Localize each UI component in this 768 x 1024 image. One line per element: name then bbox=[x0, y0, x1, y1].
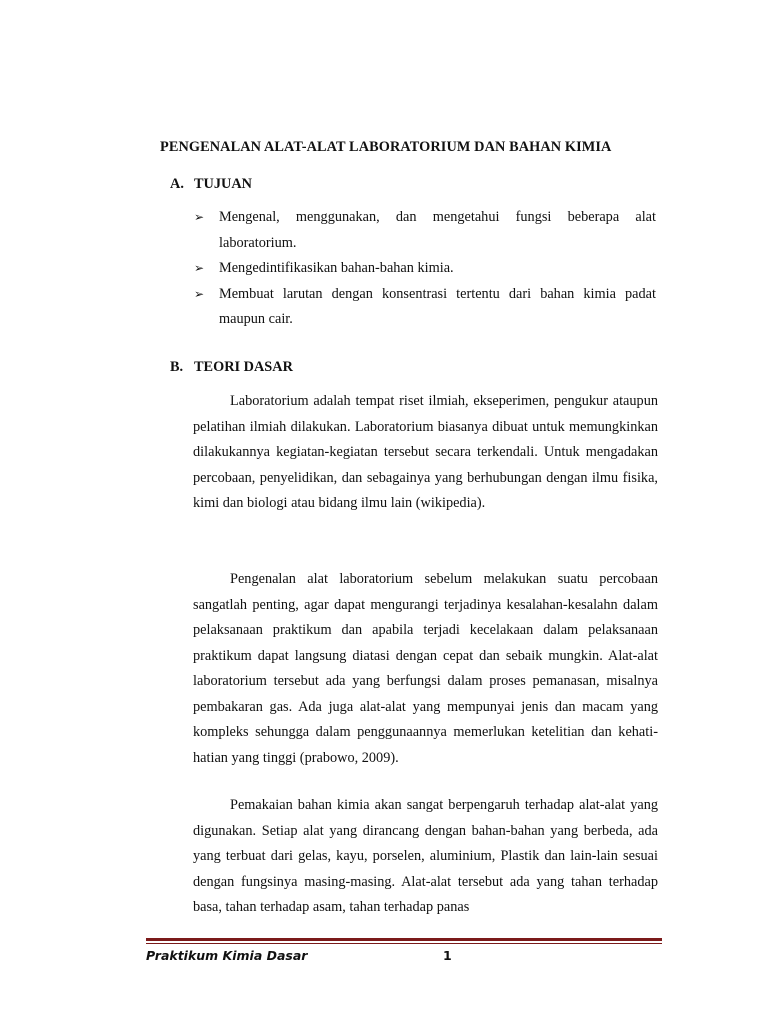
body-paragraph: Pemakaian bahan kimia akan sangat berpengaruh terhadap alat-alat yang digunakan. Setiap alat yang dirancang dengan bahan-bahan yang berbeda, ada yang terbuat dari gelas, kayu, porselen, aluminium, Plastik dan lain-lain sesuai dengan fungsinya masing-masing. Alat-alat tersebut ada yang tahan terhadap basa, tahan terhadap asam, tahan terhadap panas bbox=[193, 797, 658, 915]
page-number: 1 bbox=[443, 948, 452, 963]
list-item-text: Mengedintifikasikan bahan-bahan kimia. bbox=[219, 260, 454, 276]
section-letter: B. bbox=[170, 359, 184, 375]
footer-title: Praktikum Kimia Dasar bbox=[146, 948, 308, 963]
body-paragraph: Pengenalan alat laboratorium sebelum melakukan suatu percobaan sangatlah penting, agar dapat mengurangi terjadinya kesalahan-kesalahn dalam pelaksanaan praktikum dan apabila terjadi kecelakaan dalam pelaksanaan praktikum dapat langsung diatasi dengan cepat dan sebaik mungkin. Alat-alat laboratorium tersebut ada yang berfungsi dalam proses pemanasan, misalnya pembakaran gas. Ada juga alat-alat yang mempunyai jenis dan macam yang kompleks sehungga dalam penggunaannya memerlukan ketelitian dan kehati-hatian yang tinggi (prabowo, 2009). bbox=[193, 571, 658, 766]
document-title: PENGENALAN ALAT-ALAT LABORATORIUM DAN BAHAN KIMIA bbox=[160, 139, 612, 155]
body-paragraph: Laboratorium adalah tempat riset ilmiah, ekseperimen, pengukur ataupun pelatihan ilmiah dilakukan. Laboratorium biasanya dibuat untuk memungkinkan dilakukannya kegiatan-kegiatan tersebut secara terkendali. Untuk mengadakan percobaan, penyelidikan, dan sebagainya yang berhubungan dengan ilmu fisika, kimi dan biologi atau bidang ilmu lain (wikipedia). bbox=[193, 393, 658, 511]
section-heading-text: TUJUAN bbox=[194, 176, 252, 192]
section-heading-teori-dasar bbox=[170, 359, 293, 376]
arrowhead-bullet-icon: ➢ bbox=[194, 210, 205, 224]
arrowhead-bullet-icon: ➢ bbox=[194, 261, 205, 275]
list-item bbox=[194, 282, 656, 333]
footer-rule bbox=[146, 938, 662, 941]
footer-rule-thin bbox=[146, 943, 662, 944]
tujuan-bullet-list bbox=[194, 205, 656, 333]
list-item-text: Mengenal, menggunakan, dan mengetahui fungsi beberapa alat laboratorium. bbox=[219, 209, 656, 251]
list-item-text: Membuat larutan dengan konsentrasi tertentu dari bahan kimia padat maupun cair. bbox=[219, 285, 656, 327]
section-heading-text: TEORI DASAR bbox=[194, 359, 293, 375]
list-item bbox=[194, 256, 656, 282]
list-item bbox=[194, 205, 656, 256]
section-heading-tujuan bbox=[170, 176, 252, 193]
section-letter: A. bbox=[170, 176, 184, 192]
arrowhead-bullet-icon: ➢ bbox=[194, 286, 205, 301]
